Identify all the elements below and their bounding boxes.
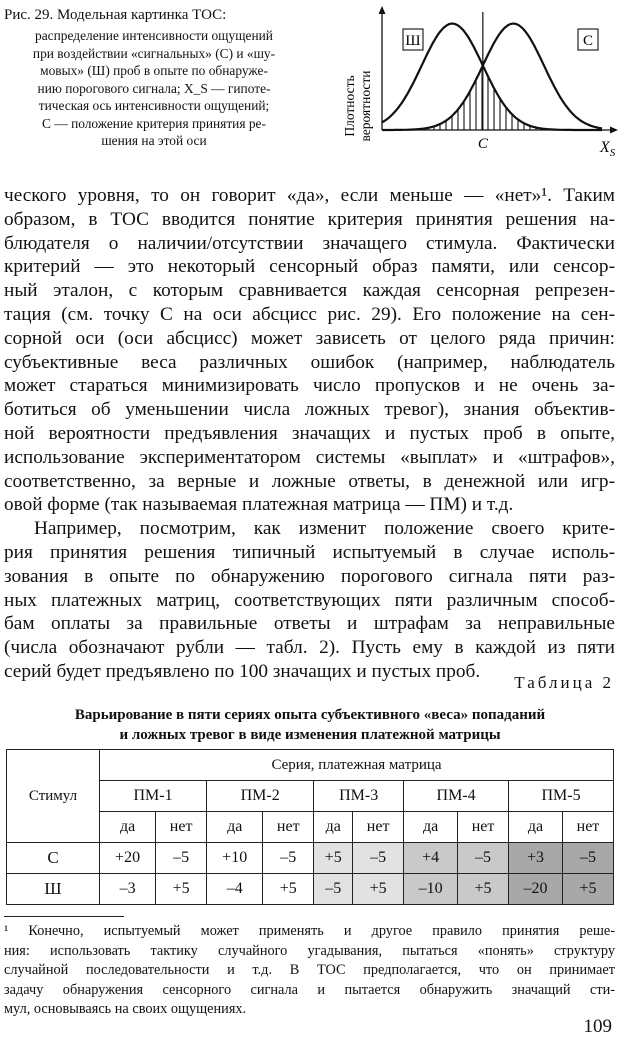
text-line: (числа обозначают рубли — табл. 2). Пусть ему в каждой из пяти [4, 637, 615, 659]
text-line: серий будет предъявлено по 100 значащих и пустых проб. [4, 660, 481, 682]
value-cell: –10 [404, 874, 458, 905]
yes-header: да [100, 812, 156, 843]
footnote-line: мул, основываясь на своих ощущениях. [4, 1001, 247, 1017]
signal-label: С [582, 33, 594, 49]
table-label: Таблица 2 [514, 673, 614, 692]
footnote-line: ния: использовать тактику случайного угадывания, пытаться «понять» структуру [4, 942, 615, 959]
value-cell: –5 [562, 843, 613, 874]
figure-caption [4, 6, 304, 150]
value-cell: –5 [263, 843, 314, 874]
matrix-header: ПМ-4 [404, 781, 509, 812]
tos-chart [330, 2, 620, 172]
no-header: нет [458, 812, 509, 843]
figure-caption-title: Рис. 29. Модельная картинка ТОС: [4, 7, 227, 23]
payoff-table [6, 749, 614, 905]
body-text [4, 184, 615, 684]
stimulus-cell: Ш [7, 874, 100, 905]
value-cell: –5 [156, 843, 207, 874]
footnote-line: случайной последовательности и т.д. В ТОС предполагается, что он принимает [4, 962, 615, 978]
text-line: бам оплаты за правильные ответы и штрафам за неправильные [4, 613, 615, 635]
text-line: рия принятия решения типичный испытуемый в случае исполь- [4, 541, 615, 563]
table-title [0, 705, 620, 745]
series-header: Серия, платежная матрица [100, 750, 614, 781]
x-axis-label-subscript: S [609, 147, 616, 159]
y-axis-label: Плотность [342, 75, 357, 137]
value-cell: +5 [458, 874, 509, 905]
matrix-header: ПМ-1 [100, 781, 207, 812]
text-line: тация (см. точку С на оси абсцисс рис. 29). Его положение на сен- [4, 303, 615, 325]
no-header: нет [562, 812, 613, 843]
no-header: нет [353, 812, 404, 843]
text-line: может стараться минимизировать число пропусков и не очень за- [4, 375, 615, 397]
value-cell: +5 [562, 874, 613, 905]
text-line: сорной оси (оси абсцисс) может зависеть от целого ряда причин: [4, 327, 615, 349]
text-line: критерий — это некоторый сенсорный образ памяти, или сенсор- [4, 256, 615, 278]
yes-header: да [314, 812, 353, 843]
no-header: нет [263, 812, 314, 843]
yes-header: да [509, 812, 563, 843]
figure-caption-line: С — положение критерия принятия ре- [42, 115, 266, 131]
table-row-signal [7, 843, 614, 874]
table-title-line: Варьирование в пяти сериях опыта субъективного «веса» попаданий [74, 707, 546, 723]
footnote-line: ¹ Конечно, испытуемый может применять и другое правило принятия реше- [4, 923, 615, 939]
footnote-line: задачу обнаружения сенсорного сигнала и пытается обнаружить значащий сти- [4, 981, 615, 998]
footnote [4, 922, 615, 1020]
value-cell: –5 [353, 843, 404, 874]
x-axis-arrow [610, 127, 618, 134]
miss-area [382, 67, 483, 130]
yes-header: да [207, 812, 263, 843]
value-cell: +5 [314, 843, 353, 874]
figure-caption-line: распределение интенсивности ощущений [35, 28, 273, 43]
figure-caption-line: шения на этой оси [101, 133, 207, 148]
table-title-line: и ложных тревог в виде изменения платежной матрицы [119, 727, 501, 743]
text-line: ный эталон, с которым сравнивается каждая сенсорная репрезен- [4, 280, 615, 302]
text-line: использование экспериментатором системы «выплат» и «штрафов», [4, 446, 615, 468]
text-line: ной вероятности предъявления значащих и пустых проб в опыте, [4, 422, 615, 444]
text-line: соответственно, за верные и ложные ответы, в денежной или игр- [4, 470, 615, 492]
matrix-header: ПМ-3 [314, 781, 404, 812]
value-cell: –3 [100, 874, 156, 905]
no-header: нет [156, 812, 207, 843]
text-line: субъективные веса различных ошибок (например, наблюдатель [4, 351, 615, 373]
figure-caption-line: тическая ось интенсивности ощущений; [38, 98, 270, 113]
text-line: блюдателя о наличии/отсутствии значащего стимула. Фактически [4, 232, 615, 254]
text-line: овой форме (так называемая платежная матрица — ПМ) и т.д. [4, 494, 514, 516]
footnote-divider [4, 916, 124, 917]
text-line: образом, в ТОС вводится понятие критерия принятия решения на- [4, 208, 615, 230]
figure-caption-line: при воздействии «сигнальных» (С) и «шу- [32, 45, 276, 61]
table-header-row [7, 750, 614, 781]
text-line: Например, посмотрим, как изменит положение своего крите- [34, 518, 615, 540]
value-cell: –20 [509, 874, 563, 905]
text-line: ных платежных матриц, соответствующих пяти различным способ- [4, 589, 615, 611]
value-cell: –5 [458, 843, 509, 874]
x-axis-label: $X_S$ [600, 139, 616, 159]
value-cell: +5 [353, 874, 404, 905]
tos-figure [330, 2, 620, 172]
value-cell: +10 [207, 843, 263, 874]
stimulus-cell: С [7, 843, 100, 874]
value-cell: –4 [207, 874, 263, 905]
y-axis-label-2: вероятности [358, 70, 373, 142]
value-cell: +5 [263, 874, 314, 905]
y-axis-arrow [379, 6, 386, 14]
criterion-label: C [477, 136, 488, 152]
yes-header: да [404, 812, 458, 843]
value-cell: +4 [404, 843, 458, 874]
value-cell: +3 [509, 843, 563, 874]
figure-caption-line: мовых» (Ш) проб в опыте по обнаруже- [40, 63, 268, 78]
page-number: 109 [583, 1016, 612, 1037]
matrix-header: ПМ-2 [207, 781, 314, 812]
value-cell: +5 [156, 874, 207, 905]
text-line: ботиться об уменьшении числа ложных тревог), знания объектив- [4, 399, 615, 421]
noise-label: Ш [405, 33, 421, 49]
text-line: зования в опыте по обнаружению порогового сигнала пяти раз- [4, 565, 615, 587]
figure-caption-line: нию порогового сигнала; X_S — гипоте- [37, 80, 271, 96]
value-cell: –5 [314, 874, 353, 905]
value-cell: +20 [100, 843, 156, 874]
table-row-noise [7, 874, 614, 905]
stimulus-header: Стимул [7, 750, 100, 843]
text-line: ческого уровня, то он говорит «да», если меньше — «нет»¹. Таким [4, 185, 615, 206]
matrix-header: ПМ-5 [509, 781, 614, 812]
